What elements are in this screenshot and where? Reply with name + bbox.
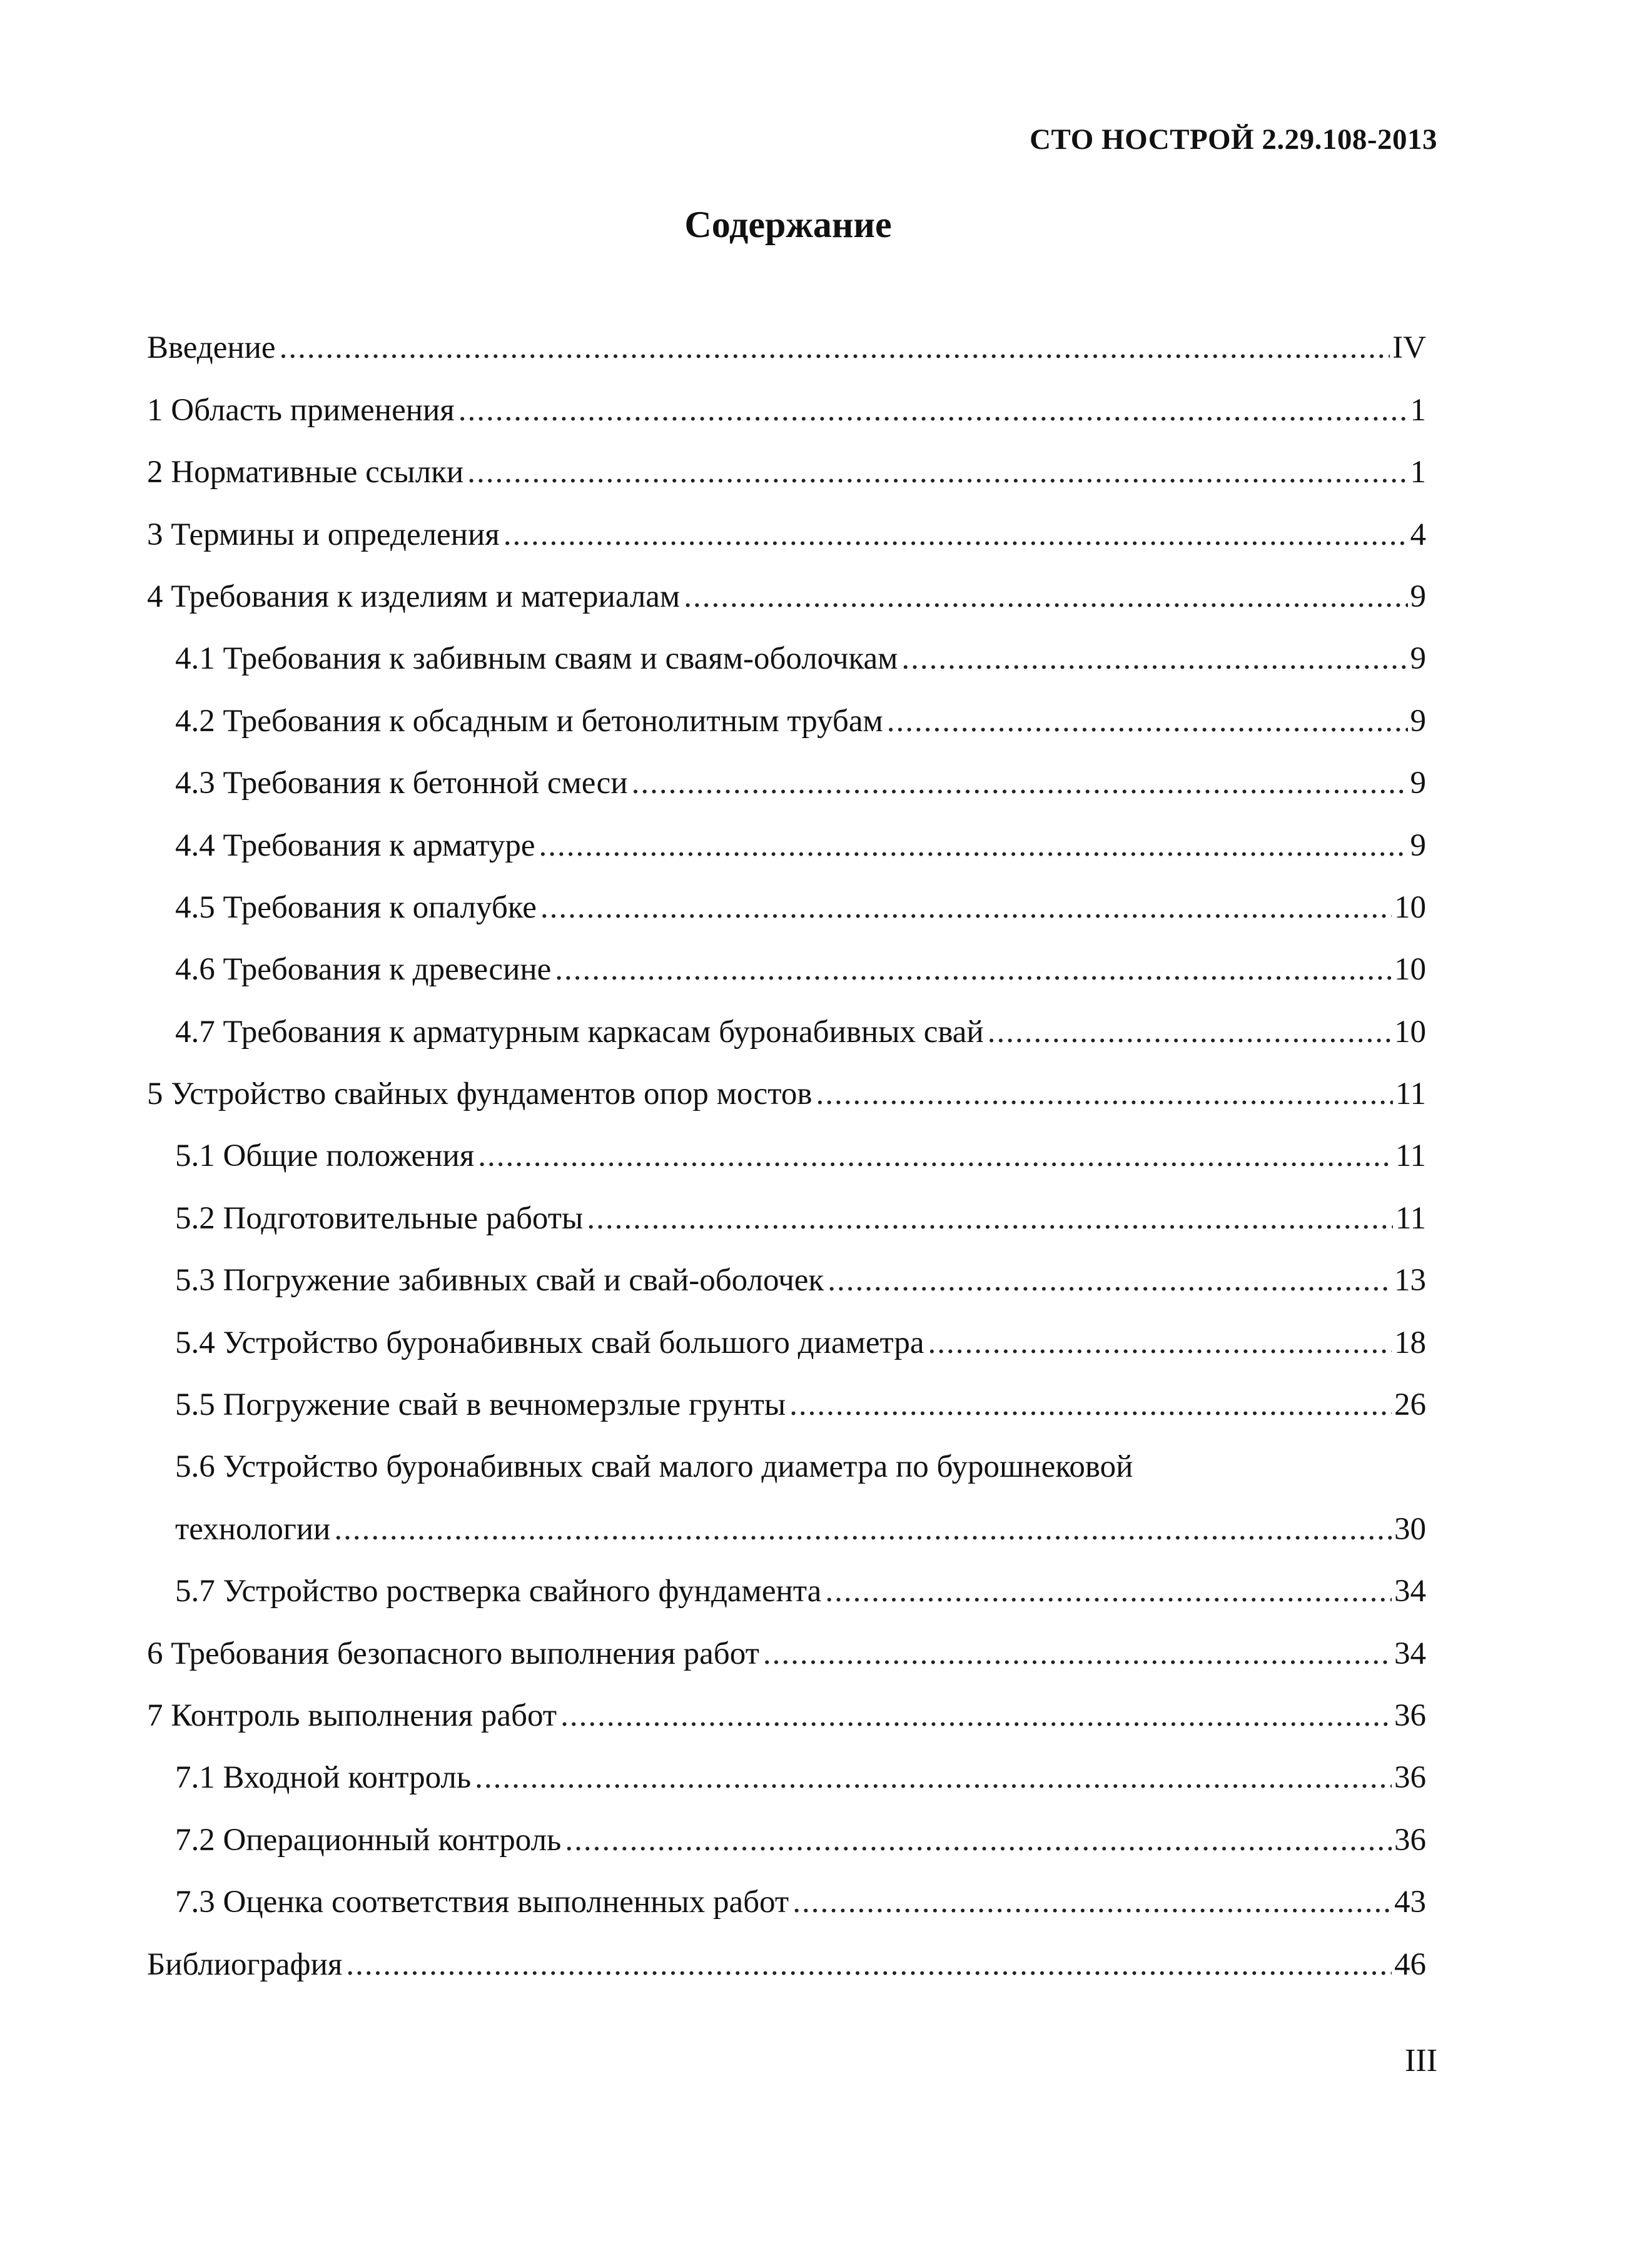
- toc-entry-page: 4: [1410, 517, 1426, 552]
- toc-leader-dots: [475, 1759, 1392, 1796]
- toc-entry-page: 1: [1410, 455, 1426, 490]
- toc-leader-dots: [816, 1076, 1392, 1112]
- toc-entry-label: 7.2 Операционный контроль: [175, 1822, 562, 1858]
- toc-entry-page: 11: [1395, 1076, 1426, 1112]
- toc-entry[interactable]: [147, 1687, 1426, 1749]
- toc-leader-dots: [565, 1822, 1392, 1858]
- toc-entry-label: 5.4 Устройство буронабивных свай большого диаметра: [175, 1325, 924, 1360]
- toc-leader-dots: [334, 1511, 1392, 1547]
- toc-subentry[interactable]: [147, 1252, 1426, 1314]
- toc-entry-label: 5.7 Устройство ростверка свайного фундамента: [175, 1574, 822, 1609]
- toc-entry[interactable]: [147, 568, 1426, 630]
- toc-entry-page: 11: [1395, 1138, 1426, 1174]
- toc-subentry[interactable]: [147, 1127, 1426, 1189]
- toc-leader-dots: [458, 392, 1408, 428]
- toc-entry-label: 7.3 Оценка соответствия выполненных работ: [175, 1885, 789, 1920]
- toc-leader-dots: [280, 330, 1390, 366]
- toc-leader-dots: [928, 1325, 1392, 1361]
- toc-subentry[interactable]: [147, 879, 1426, 941]
- toc-entry-label: 2 Нормативные ссылки: [147, 455, 464, 490]
- toc-leader-dots: [828, 1262, 1392, 1299]
- toc-leader-dots: [825, 1573, 1392, 1609]
- toc-entry-page: 13: [1394, 1263, 1426, 1299]
- toc-entry-label: Введение: [147, 330, 276, 366]
- toc-entry[interactable]: [147, 505, 1426, 567]
- toc-entry-label: 5.6 Устройство буронабивных свай малого диаметра по бурошнековой: [175, 1449, 1133, 1485]
- toc-leader-dots: [555, 951, 1392, 988]
- toc-entry-label: 4.5 Требования к опалубке: [175, 889, 537, 925]
- toc-entry-label: 6 Требования безопасного выполнения работ: [147, 1636, 759, 1671]
- toc-entry-label: 5.1 Общие положения: [175, 1138, 475, 1174]
- toc-entry-page: 10: [1394, 1014, 1426, 1050]
- toc-entry-label: 4.6 Требования к древесине: [175, 952, 552, 988]
- toc-entry-page: 9: [1410, 766, 1426, 801]
- toc-leader-dots: [792, 1884, 1392, 1920]
- toc-entry-page: 9: [1410, 641, 1426, 677]
- toc-entry[interactable]: [147, 1935, 1426, 1997]
- toc-leader-dots: [789, 1387, 1392, 1423]
- toc-entry-page: 30: [1394, 1511, 1426, 1547]
- toc-leader-dots: [467, 454, 1407, 490]
- toc-entry-page: 10: [1394, 952, 1426, 988]
- toc-subentry[interactable]: [147, 754, 1426, 816]
- toc-leader-dots: [478, 1138, 1393, 1174]
- toc-leader-dots: [346, 1947, 1392, 1983]
- toc-entry-label: 4.7 Требования к арматурным каркасам буронабивных свай: [175, 1014, 984, 1050]
- toc-leader-dots: [901, 640, 1407, 677]
- toc-entry-page: 9: [1410, 579, 1426, 614]
- toc-entry-page: 36: [1394, 1822, 1426, 1858]
- toc-subentry-continuation[interactable]: [147, 1500, 1426, 1562]
- toc-entry-label: 4.3 Требования к бетонной смеси: [175, 766, 628, 801]
- page-number: III: [1405, 2043, 1437, 2078]
- toc-entry-page: 9: [1410, 703, 1426, 739]
- toc-leader-dots: [540, 889, 1392, 926]
- toc-entry-page: 46: [1394, 1947, 1426, 1982]
- toc-subentry[interactable]: [147, 1749, 1426, 1811]
- toc-entry-label: 7 Контроль выполнения работ: [147, 1698, 557, 1733]
- toc-entry-page: 36: [1394, 1698, 1426, 1733]
- toc-leader-dots: [763, 1636, 1392, 1672]
- toc-leader-dots: [988, 1014, 1392, 1050]
- toc-subentry[interactable]: [147, 1314, 1426, 1375]
- toc-entry-page: 26: [1394, 1387, 1426, 1423]
- toc-subentry[interactable]: [147, 1562, 1426, 1624]
- toc-leader-dots: [887, 703, 1408, 739]
- toc-entry-label-continuation: технологии: [175, 1511, 331, 1547]
- toc-entry-label: 4 Требования к изделиям и материалам: [147, 579, 681, 614]
- toc-entry-label: 7.1 Входной контроль: [175, 1760, 472, 1796]
- toc-entry-page: 36: [1394, 1760, 1426, 1796]
- toc-leader-dots: [560, 1698, 1392, 1734]
- toc-entry[interactable]: [147, 1624, 1426, 1686]
- toc-subentry[interactable]: [147, 1811, 1426, 1873]
- toc-leader-dots: [587, 1200, 1393, 1237]
- toc-entry-page: 9: [1410, 828, 1426, 863]
- toc-subentry[interactable]: [147, 1873, 1426, 1935]
- toc-subentry[interactable]: [147, 941, 1426, 1003]
- toc-entry-label: 3 Термины и определения: [147, 517, 500, 552]
- toc-subentry[interactable]: [147, 816, 1426, 878]
- toc-subentry[interactable]: [147, 1003, 1426, 1065]
- toc-entry-label: Библиография: [147, 1947, 343, 1982]
- toc-entry[interactable]: [147, 381, 1426, 443]
- toc-entry-page: IV: [1392, 330, 1426, 366]
- toc-entry-page: 10: [1394, 889, 1426, 925]
- toc-entry-page: 1: [1410, 392, 1426, 428]
- toc-leader-dots: [632, 765, 1408, 801]
- toc-entry-label: 5.2 Подготовительные работы: [175, 1200, 584, 1236]
- toc-subentry-wrapped[interactable]: [147, 1438, 1426, 1500]
- toc-leader-dots: [539, 828, 1408, 864]
- table-of-contents: [147, 319, 1426, 1998]
- toc-entry-label: 5.3 Погружение забивных свай и свай-оболочек: [175, 1263, 824, 1299]
- toc-entry-page: 43: [1394, 1885, 1426, 1920]
- toc-entry-label: 4.4 Требования к арматуре: [175, 828, 535, 863]
- toc-subentry[interactable]: [147, 630, 1426, 692]
- toc-leader-dots: [504, 517, 1408, 553]
- toc-entry-page: 18: [1394, 1325, 1426, 1360]
- toc-leader-dots: [684, 579, 1407, 615]
- toc-entry-page: 11: [1395, 1200, 1426, 1236]
- toc-entry-page: 34: [1394, 1574, 1426, 1609]
- toc-subentry[interactable]: [147, 1189, 1426, 1251]
- toc-entry[interactable]: [147, 443, 1426, 505]
- toc-entry-page: 34: [1394, 1636, 1426, 1671]
- toc-entry[interactable]: [147, 1065, 1426, 1127]
- toc-entry-label: 5.5 Погружение свай в вечномерзлые грунты: [175, 1387, 786, 1423]
- toc-entry-label: 4.2 Требования к обсадным и бетонолитным трубам: [175, 703, 883, 739]
- toc-entry-label: 1 Область применения: [147, 392, 455, 428]
- toc-entry-label: 5 Устройство свайных фундаментов опор мостов: [147, 1076, 812, 1112]
- document-code-header: СТО НОСТРОЙ 2.29.108-2013: [1030, 123, 1437, 156]
- page-title: Содержание: [684, 204, 892, 245]
- toc-entry-label: 4.1 Требования к забивным сваям и сваям-оболочкам: [175, 641, 898, 677]
- toc-subentry[interactable]: [147, 1376, 1426, 1438]
- toc-subentry[interactable]: [147, 692, 1426, 754]
- toc-entry[interactable]: [147, 319, 1426, 381]
